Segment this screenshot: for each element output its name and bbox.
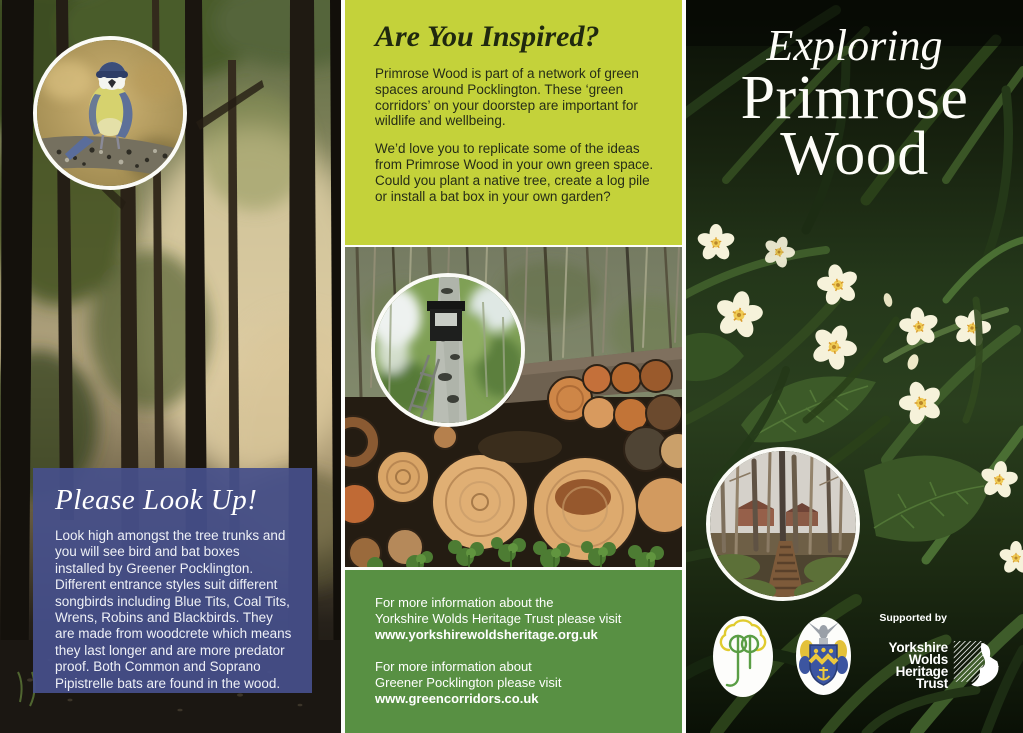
info-text: For more information about the [375, 595, 554, 610]
info-text: For more information about [375, 659, 532, 674]
gp-monogram [727, 636, 758, 686]
inspired-para-1: Primrose Wood is part of a network of green spaces around Pocklington. These ‘green corridors’ on your doorstep are important for wildlife and wellbeing. [375, 66, 639, 129]
inspired-box [345, 0, 682, 245]
cover-title [686, 21, 1023, 188]
info-box [345, 567, 682, 733]
please-look-up-title: Please Look Up! [55, 484, 258, 516]
woodland-path-photo [710, 451, 856, 597]
info-block-gp [375, 659, 662, 707]
panel-left [0, 0, 341, 733]
inspired-title: Are You Inspired? [375, 20, 600, 53]
fold-line [341, 0, 345, 733]
batbox-photo-circle [371, 273, 525, 427]
crest-eagle [808, 622, 839, 639]
bird-photo-circle [33, 36, 187, 190]
path-photo-circle [706, 447, 860, 601]
please-look-up-text: Look high amongst the tree trunks and you will see bird and bat boxes installed by Greener Pocklington. Different entrance styles suit different songbirds including Blue Tits, Coal Tits, Wrens, Robins and Blackbirds. They are made from woodcrete which means they last longer and are more predator proof. Both Common and Soprano Pipistrelle bats are found in the wood. [55, 528, 292, 691]
fold-line [682, 0, 686, 733]
ywht-bird-icon [951, 639, 1001, 693]
info-text: Yorkshire Wolds Heritage Trust please visit [375, 611, 622, 626]
pocklington-crest-logo [796, 617, 851, 695]
gp-website-url: www.greencorridors.co.uk [375, 691, 539, 706]
title-primrose: Primrose [740, 64, 969, 132]
inspired-para-2: We’d love you to replicate some of the ideas from Primrose Wood in your own green space. Could you plant a native tree, create a log pile or install a bat box in your own garden? [375, 141, 654, 204]
supported-by-label: Supported by [879, 612, 947, 624]
panel-right [686, 0, 1023, 733]
logpile-photo [345, 245, 682, 567]
blue-tit-photo [37, 40, 183, 186]
panel-middle [345, 0, 682, 733]
greener-pocklington-logo [713, 616, 773, 697]
title-wood: Wood [780, 120, 929, 188]
title-exploring: Exploring [766, 21, 943, 70]
info-text: Greener Pocklington please visit [375, 675, 562, 690]
info-block-ywht [375, 595, 662, 643]
ywht-logo-text: Yorkshire Wolds Heritage Trust [888, 640, 948, 691]
ywht-website-url: www.yorkshirewoldsheritage.org.uk [375, 627, 598, 642]
supporter-block [879, 612, 1001, 693]
batbox-photo [375, 277, 521, 423]
ywht-logo [879, 639, 1001, 693]
please-look-up-box [33, 468, 312, 693]
bat-box [427, 301, 465, 341]
